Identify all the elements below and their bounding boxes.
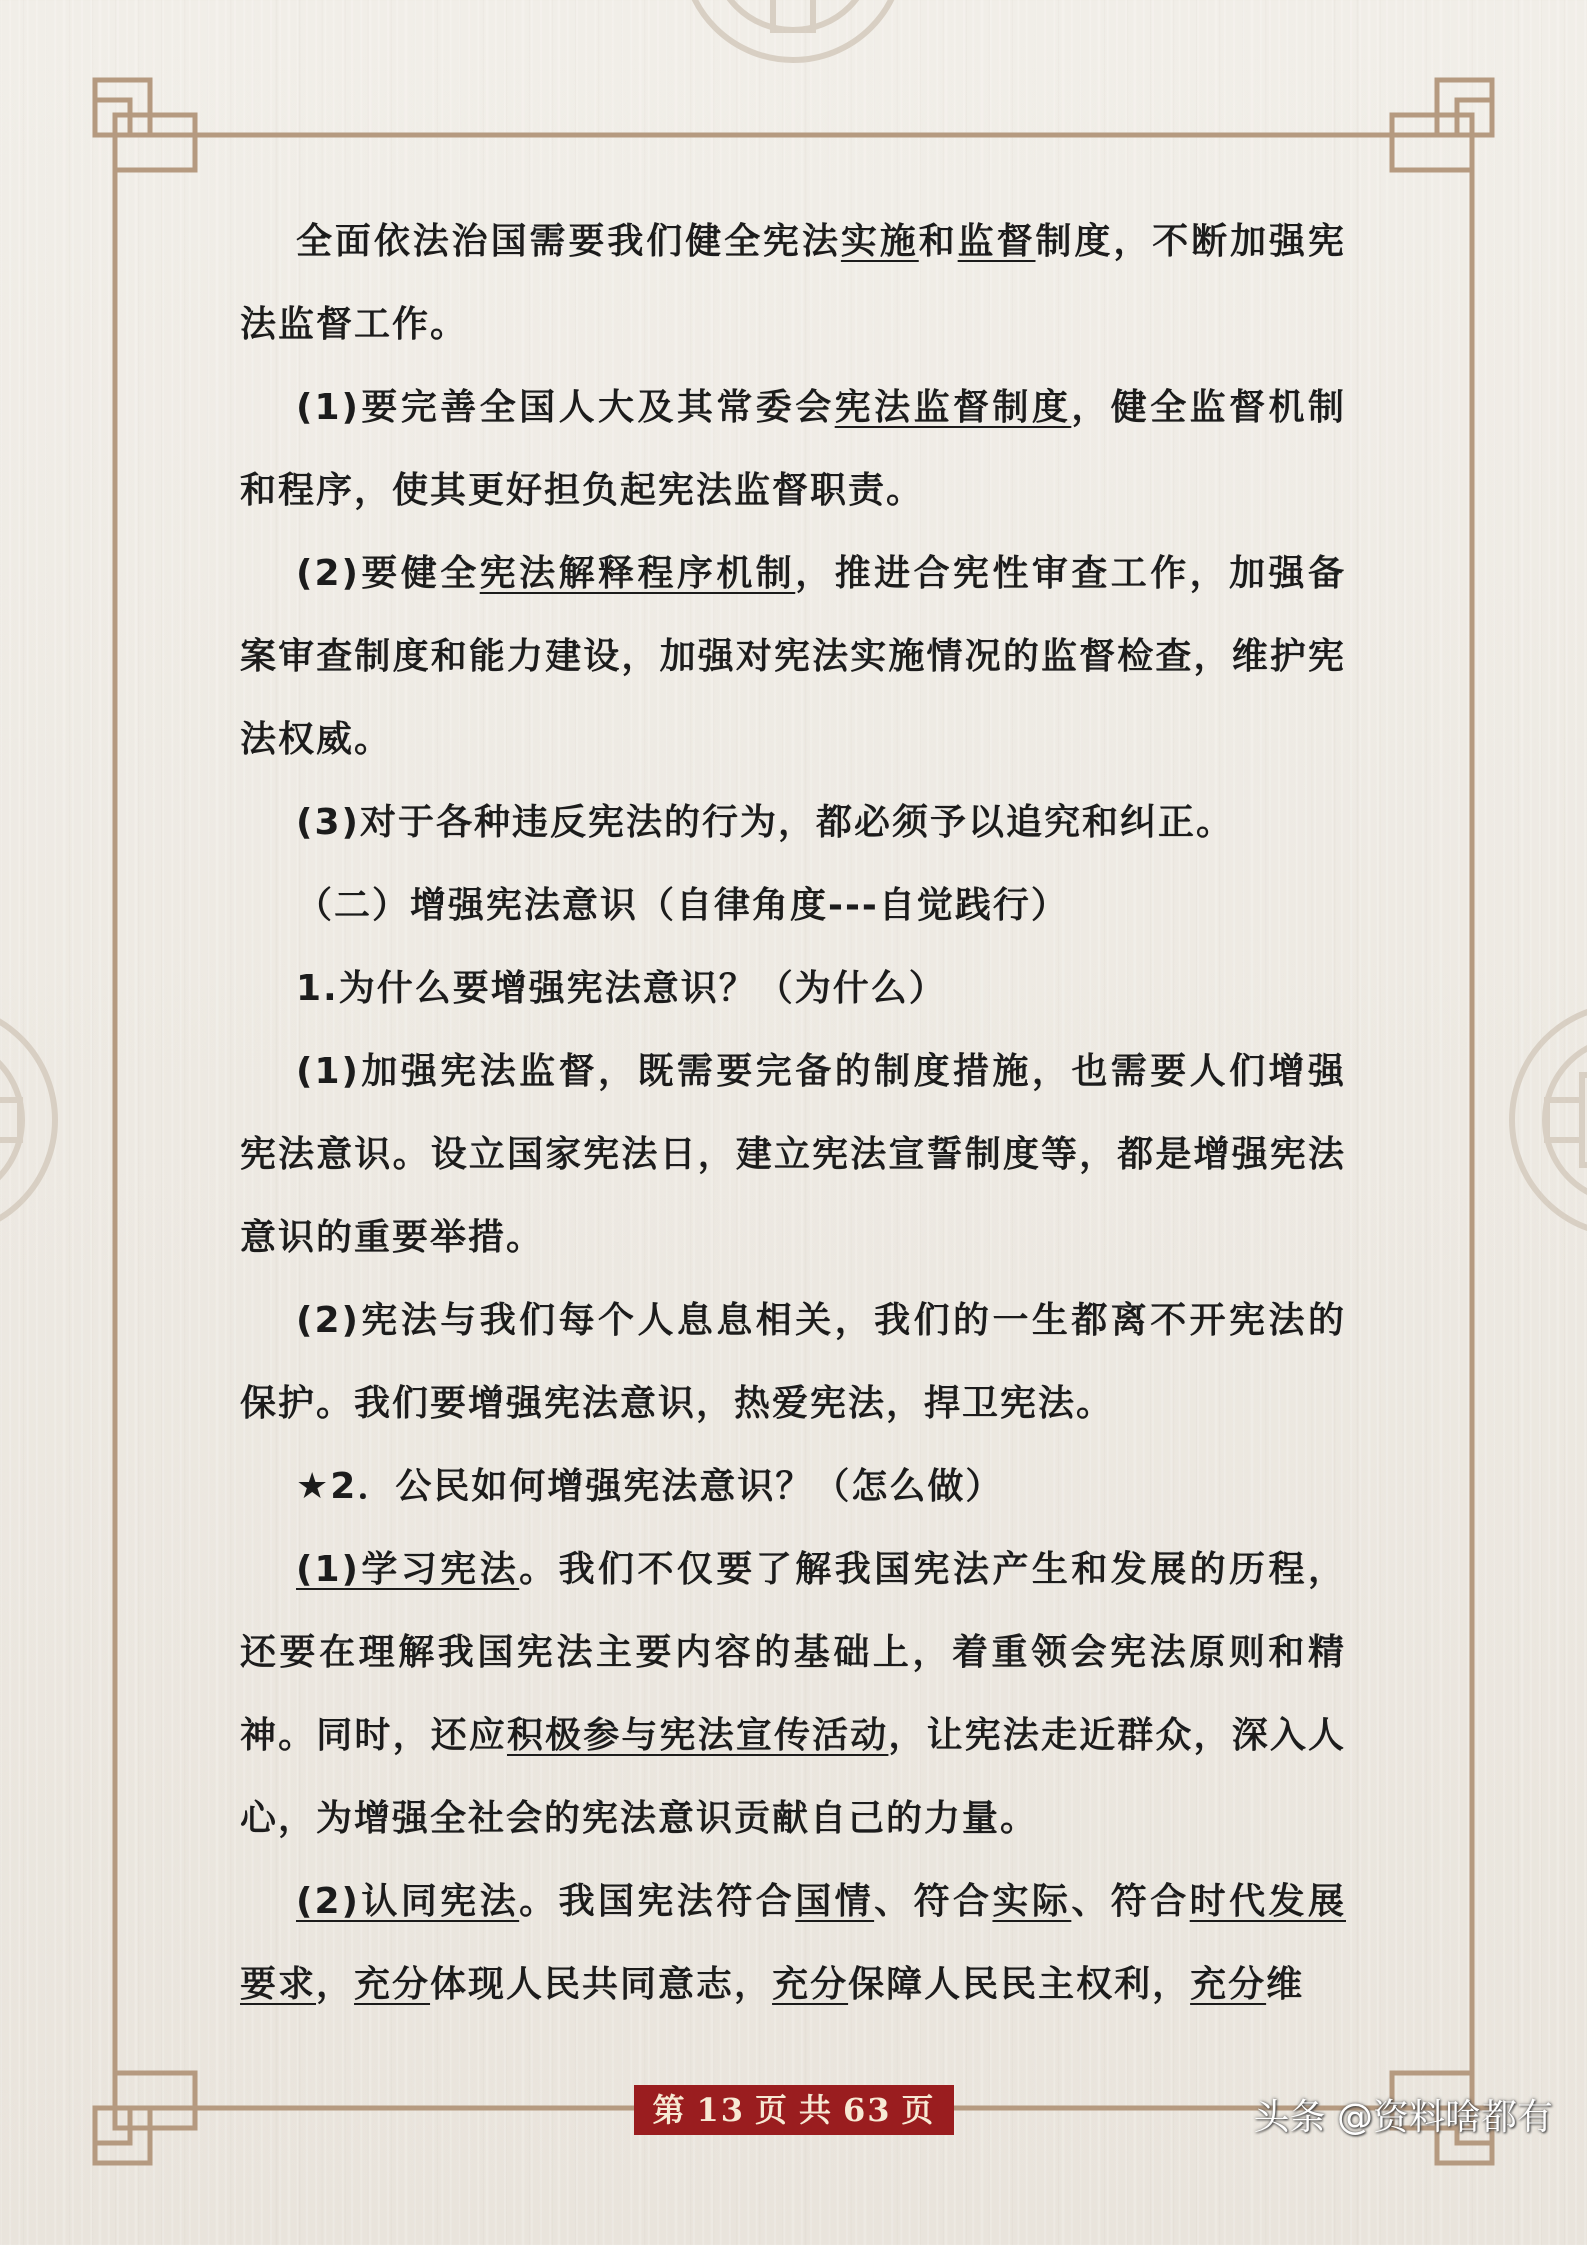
paragraph <box>240 532 1346 781</box>
underlined-key-phrase: 国情 <box>795 1881 875 1922</box>
text-run: (1)要完善全国人大及其常委会 <box>296 387 835 428</box>
text-run: ， <box>316 1964 355 2005</box>
underlined-key-phrase: 实施 <box>840 221 919 262</box>
total-label: 共 <box>799 2091 834 2129</box>
text-run: 1.为什么要增强宪法意识？（为什么） <box>296 968 947 1009</box>
page-number-badge <box>634 2085 954 2135</box>
text-run: (1)加强宪法监督，既需要完备的制度措施，也需要人们增强宪法意识。设立国家宪法日，建立宪法宣誓制度等，都是增强宪法意识的重要举措。 <box>240 1051 1346 1258</box>
underlined-key-phrase: 时代发展要求 <box>240 1881 1346 2005</box>
paragraph <box>240 1860 1346 2020</box>
underlined-key-phrase: 宪法监督制度 <box>834 387 1072 428</box>
paragraph <box>240 200 1346 366</box>
text-run: 和 <box>918 221 958 262</box>
text-run: (3)对于各种违反宪法的行为，都必须予以追究和纠正。 <box>296 802 1234 843</box>
top-ornament <box>643 0 943 70</box>
text-run: （二）增强宪法意识（自律角度---自觉践行） <box>296 885 1069 926</box>
total-pages: 63 <box>843 2091 892 2129</box>
underlined-key-phrase: 宪法解释程序机制 <box>479 553 796 594</box>
paragraph <box>240 1030 1346 1279</box>
underlined-key-phrase: (1)学习宪法 <box>296 1549 520 1590</box>
text-run: 维 <box>1266 1964 1305 2005</box>
text-run: ，健全监督机制和程序，使其更好担负起宪法监督职责。 <box>240 387 1346 511</box>
page-label-mid: 页 <box>754 2091 789 2129</box>
text-run: (2)要健全 <box>296 553 480 594</box>
paragraph <box>240 1528 1346 1860</box>
underlined-key-phrase: 积极参与宪法宣传活动 <box>507 1715 889 1756</box>
text-run: ，让宪法走近群众，深入人心，为增强全社会的宪法意识贡献自己的力量。 <box>240 1715 1346 1839</box>
text-run: 全面依法治国需要我们健全宪法 <box>296 221 841 262</box>
paragraph <box>240 947 1346 1030</box>
text-run: 。我们不仅要了解我国宪法产生和发展的历程，还要在理解我国宪法主要内容的基础上，着重领会宪法原则和精神。同时，还应 <box>240 1549 1346 1756</box>
page-label-suffix: 页 <box>901 2091 936 2129</box>
left-ornament <box>0 990 70 1250</box>
paragraph <box>240 366 1346 532</box>
paragraph <box>240 781 1346 864</box>
text-run: ，推进合宪性审查工作，加强备案审查制度和能力建设，加强对宪法实施情况的监督检查，维护宪法权威。 <box>240 553 1346 760</box>
text-run: 体现人民共同意志， <box>430 1964 773 2005</box>
underlined-key-phrase: 监督 <box>957 221 1036 262</box>
page-label-prefix: 第 <box>652 2091 687 2129</box>
text-run: 、符合 <box>1071 1881 1190 1922</box>
underlined-key-phrase: 充分 <box>772 1964 849 2005</box>
underlined-key-phrase: 充分 <box>354 1964 431 2005</box>
underlined-key-phrase: 实际 <box>992 1881 1072 1922</box>
paragraph <box>240 1445 1346 1528</box>
document-body <box>240 200 1346 2020</box>
text-run: 、符合 <box>874 1881 993 1922</box>
watermark-text: 头条 @资料啥都有 <box>1253 2097 1553 2138</box>
text-run: 。我国宪法符合 <box>519 1881 796 1922</box>
text-run: 保障人民民主权利， <box>848 1964 1191 2005</box>
paragraph <box>240 864 1346 947</box>
text-run: (2)宪法与我们每个人息息相关，我们的一生都离不开宪法的保护。我们要增强宪法意识，热爱宪法，捍卫宪法。 <box>240 1300 1346 1424</box>
underlined-key-phrase: 充分 <box>1190 1964 1267 2005</box>
underlined-key-phrase: (2)认同宪法 <box>296 1881 520 1922</box>
text-run: ★2．公民如何增强宪法意识？（怎么做） <box>296 1466 1004 1507</box>
page-number: 13 <box>696 2091 745 2129</box>
paragraph <box>240 1279 1346 1445</box>
text-run: 制度，不断加强宪法监督工作。 <box>240 221 1346 345</box>
right-ornament <box>1497 990 1587 1250</box>
